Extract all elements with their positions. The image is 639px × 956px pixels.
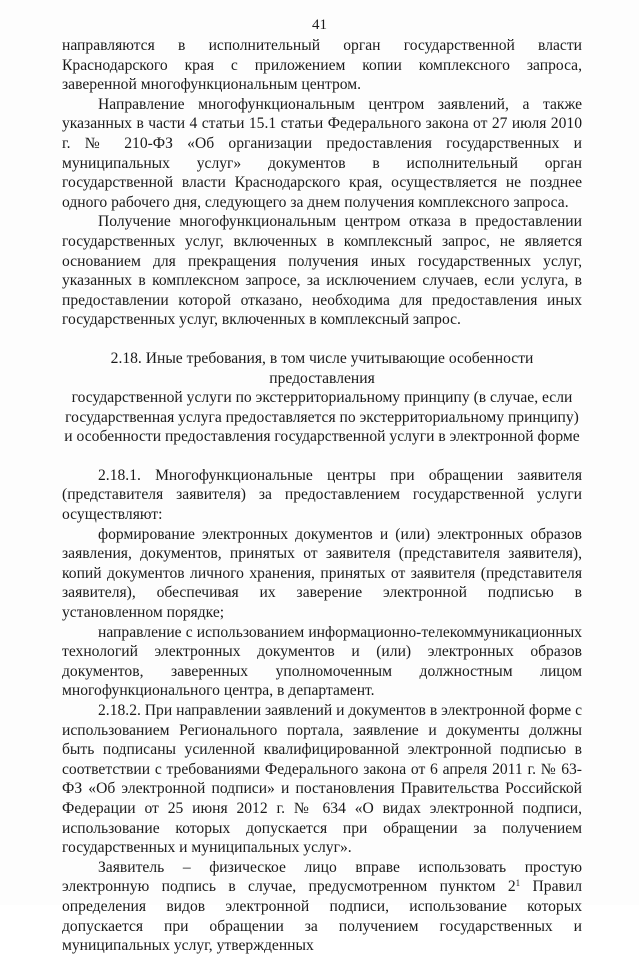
paragraph-continuation: направляются в исполнительный орган государственной власти Краснодарского края с приложением копии комплексного запроса, заверенной многофункциональным центром. <box>62 37 582 94</box>
paragraph-sending-applications: Направление многофункциональным центром заявлений, а также указанных в части 4 статьи 15.1 статьи Федерального закона от 27 июля 2010 г. № 210-ФЗ «Об организации предоставления государственных и муниципальных услуг» документов в исполнительный орган государственной власти Краснодарского края, осуществляется не позднее одного рабочего дня, следующего за днем получения комплексного запроса. <box>62 95 582 211</box>
heading-line: 2.18. Иные требования, в том числе учитывающие особенности предоставления <box>110 349 534 387</box>
paragraph-2-18-2: 2.18.2. При направлении заявлений и документов в электронной форме с использованием Регионального портала, заявление и документы должны быть подписаны усиленной квалифицированной электронной подписью в соответствии с требованиями Федерального закона от 6 апреля 2011 г. № 63-ФЗ «Об электронной подписи» и постановления Правительства Российской Федерации от 25 июня 2012 г. № 634 «О видах электронной подписи, использование которых допускается при обращении за получением государственных и муниципальных услуг». <box>62 702 582 857</box>
footnote-superscript: 1 <box>515 878 521 889</box>
heading-line: государственная услуга предоставляется по экстерриториальному принципу) <box>65 408 579 426</box>
document-body <box>62 36 582 956</box>
text-fragment: Правил определения видов электронной подписи, использование которых допускается при обращении за получением государственных и муниципальных услуг, утвержденных <box>62 878 582 955</box>
paragraph-forming-documents: формирование электронных документов и (или) электронных образов заявления, документов, принятых от заявителя (представителя заявителя), копий документов личного хранения, принятых от заявителя (представителя заявителя), обеспечивая их заверение электронной подписью в установленном порядке; <box>62 525 582 622</box>
paragraph-2-18-1: 2.18.1. Многофункциональные центры при обращении заявителя (представителя заявителя) за предоставлением государственной услуги осуществляют: <box>62 466 582 524</box>
paragraph-sending-documents: направление с использованием информационно-телекоммуникационных технологий электронных документов и (или) электронных образов документов, заверенных уполномоченным должностным лицом многофункционального центра, в департамент. <box>62 623 582 700</box>
heading-line: государственной услуги по экстерриториальному принципу (в случае, если <box>71 389 573 407</box>
page-number: 41 <box>312 17 327 33</box>
heading-line: и особенности предоставления государственной услуги в электронной форме <box>64 428 580 446</box>
paragraph-simple-signature <box>62 858 582 956</box>
paragraph-refusal: Получение многофункциональным центром отказа в предоставлении государственных услуг, включенных в комплексный запрос, не является основанием для прекращения получения иных государственных услуг, указанных в комплексном запросе, за исключением случаев, если услуга, в предоставлении которой отказано, необходима для предоставления иных государственных услуг, включенных в комплексный запрос. <box>62 213 582 329</box>
section-heading-2-18 <box>62 349 582 447</box>
text-fragment: Заявитель – физическое лицо вправе использовать простую электронную подпись в случае, предусмотренном пунктом 2 <box>62 858 582 896</box>
